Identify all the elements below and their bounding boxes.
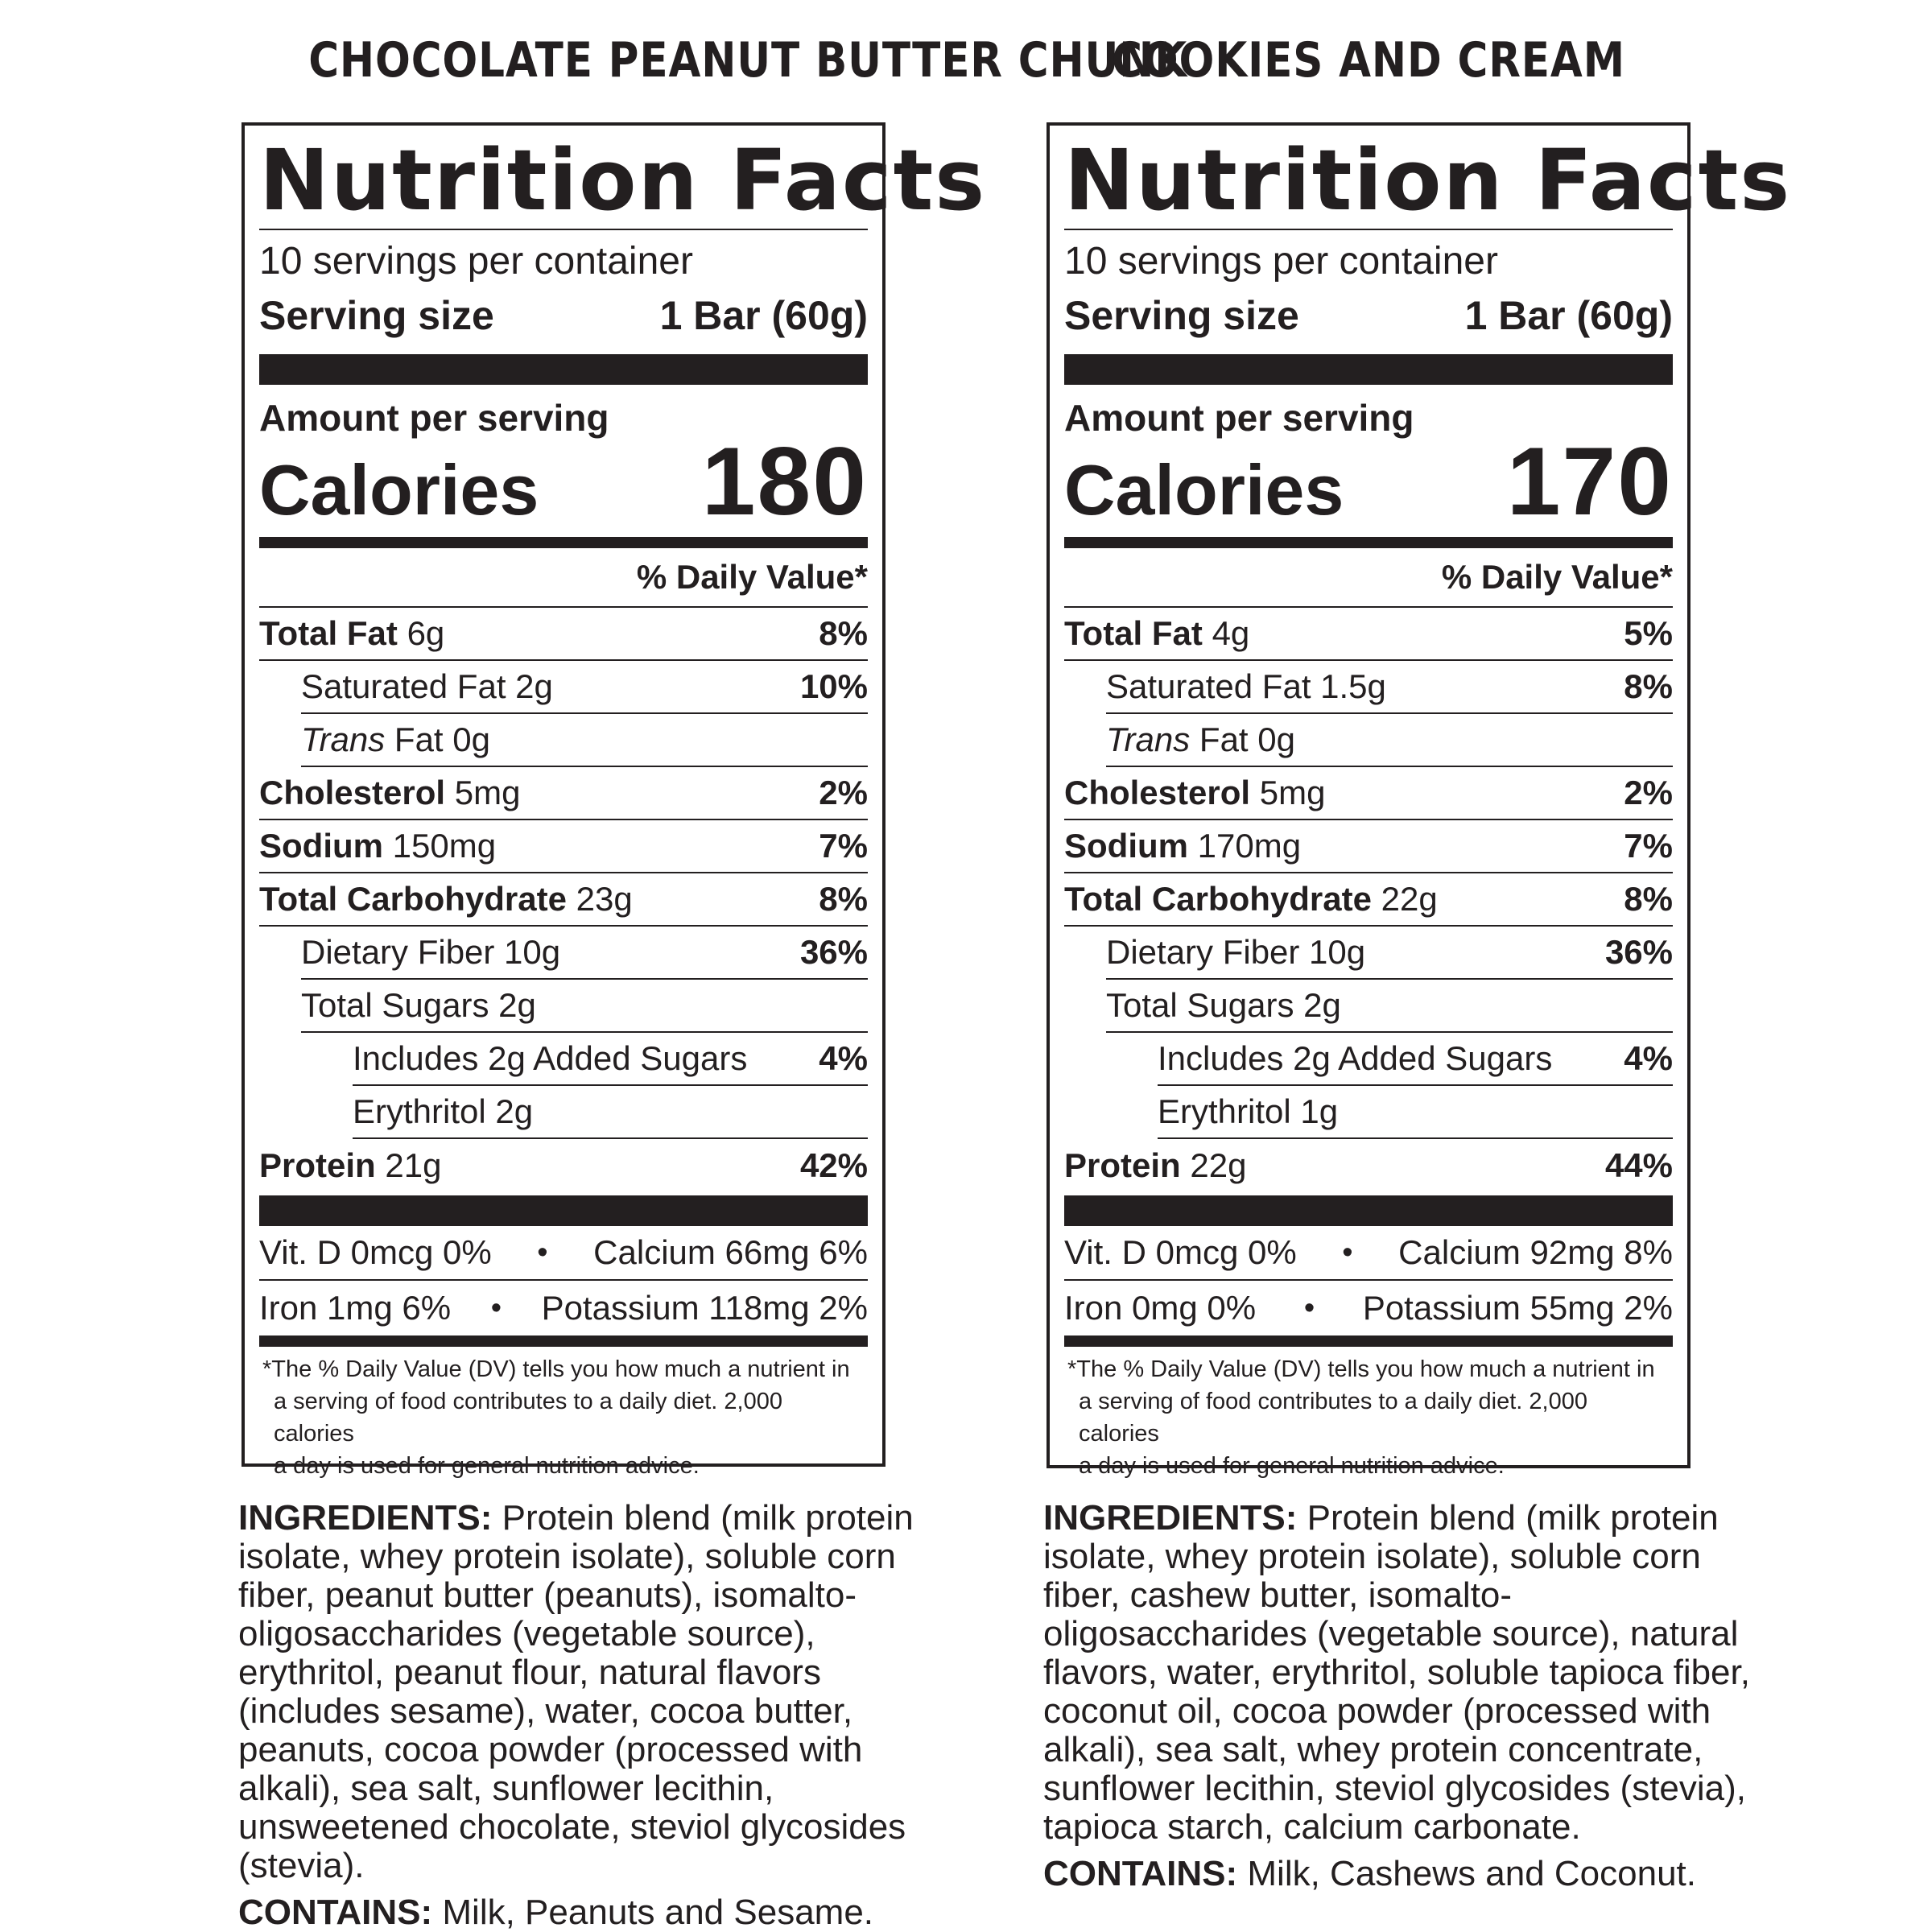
nutrient-row-saturated-fat <box>1106 661 1673 714</box>
nutrient-percent: 7% <box>819 827 868 865</box>
nutrient-row-cholesterol <box>259 767 868 820</box>
serving-size-label: Serving size <box>259 293 494 338</box>
nutrient-label: Cholesterol <box>1064 774 1251 811</box>
nutrition-facts-heading: Nutrition Facts <box>259 131 987 229</box>
iron: Iron 1mg 6% <box>259 1289 452 1327</box>
bullet: • <box>1342 1235 1353 1269</box>
nutrient-label: Saturated Fat 1.5g <box>1106 667 1386 705</box>
nutrient-amount: 6g <box>407 614 445 652</box>
nutrient-row-trans-fat <box>1106 714 1673 767</box>
calories-row <box>259 427 868 535</box>
nutrient-row-cholesterol <box>1064 767 1673 820</box>
footnote-line: *The % Daily Value (DV) tells you how much a nutrient in <box>1067 1356 1655 1382</box>
nutrient-label: Fat 0g <box>1199 720 1295 758</box>
vitamin-row-1 <box>259 1226 868 1281</box>
nutrient-label: Total Fat <box>259 614 398 652</box>
vitamin-row-2 <box>1064 1281 1673 1335</box>
vitamin-d: Vit. D 0mcg 0% <box>1064 1233 1297 1271</box>
nutrient-label: Erythritol 2g <box>353 1092 534 1130</box>
nutrient-row-saturated-fat <box>301 661 868 714</box>
nutrient-label: Protein <box>259 1146 376 1184</box>
servings-per-container: 10 servings per container <box>1064 240 1498 283</box>
ingredients-label: INGREDIENTS: <box>1043 1498 1298 1538</box>
bullet: • <box>490 1290 502 1325</box>
serving-size-label: Serving size <box>1064 293 1299 338</box>
vitamin-row-2 <box>259 1281 868 1335</box>
calories-value: 170 <box>1506 427 1673 535</box>
nutrient-percent: 4% <box>1624 1039 1673 1077</box>
ingredients-label: INGREDIENTS: <box>238 1498 493 1538</box>
nutrient-percent: 2% <box>819 774 868 811</box>
ingredients-text: Protein blend (milk protein isolate, whey protein isolate), soluble corn fiber, cashew butter, isomalto-oligosaccharides (vegetable source), natural flavors, water, erythritol, soluble tapioca fiber, coconut oil, cocoa powder (processed with alkali), sea salt, whey protein concentrate, sunflower lecithin, steviol glycosides (stevia), tapioca starch, calcium carbonate. <box>1043 1498 1750 1847</box>
nutrient-row-total-fat <box>1064 608 1673 661</box>
nutrient-percent: 8% <box>819 880 868 918</box>
serving-size-value: 1 Bar (60g) <box>1464 293 1673 338</box>
nutrient-row-total-carbohydrate <box>259 873 868 927</box>
nutrient-row-sodium <box>1064 820 1673 873</box>
footnote-line: a day is used for general nutrition advice. <box>1079 1453 1505 1479</box>
contains-label: CONTAINS: <box>238 1893 433 1932</box>
product-title: COOKIES AND CREAM <box>1112 32 1625 89</box>
calcium: Calcium 66mg 6% <box>593 1233 868 1271</box>
nutrient-row-protein <box>259 1139 868 1192</box>
daily-value-footnote <box>1064 1347 1673 1482</box>
nutrient-label: Sodium <box>259 827 383 865</box>
nutrient-row-dietary-fiber <box>1106 927 1673 980</box>
nutrient-percent: 42% <box>799 1146 868 1184</box>
nutrient-percent: 8% <box>1624 880 1673 918</box>
nutrient-label-italic: Trans <box>1106 720 1191 758</box>
serving-size-row <box>1064 290 1673 341</box>
nutrient-row-sodium <box>259 820 868 873</box>
nutrient-amount: 22g <box>1381 880 1438 918</box>
footnote-line: a day is used for general nutrition advice. <box>274 1453 700 1479</box>
nutrient-amount: 21g <box>385 1146 442 1184</box>
thick-divider <box>259 1195 868 1226</box>
nutrient-percent: 5% <box>1624 614 1673 652</box>
servings-per-container: 10 servings per container <box>259 240 693 283</box>
nutrition-facts-label <box>242 122 987 1479</box>
medium-divider <box>1064 537 1673 548</box>
bullet: • <box>537 1235 548 1269</box>
nutrient-row-total-carbohydrate <box>1064 873 1673 927</box>
nutrient-row-total-sugars <box>1106 980 1673 1033</box>
medium-divider <box>1064 1335 1673 1347</box>
nutrient-percent: 10% <box>799 667 868 705</box>
ingredients-block <box>238 1499 963 1932</box>
calories-label: Calories <box>1064 450 1344 530</box>
nutrient-row-total-sugars <box>301 980 868 1033</box>
nutrient-label: Dietary Fiber 10g <box>1106 933 1366 971</box>
nutrient-row-trans-fat <box>301 714 868 767</box>
nutrient-percent: 7% <box>1624 827 1673 865</box>
nutrient-amount: 5mg <box>1259 774 1326 811</box>
contains-text: Milk, Cashews and Coconut. <box>1247 1854 1696 1893</box>
nutrient-row-added-sugars <box>353 1033 868 1086</box>
calories-label: Calories <box>259 450 539 530</box>
nutrient-amount: 170mg <box>1197 827 1302 865</box>
footnote-line: *The % Daily Value (DV) tells you how much a nutrient in <box>262 1356 850 1382</box>
contains-paragraph <box>1043 1855 1768 1893</box>
daily-value-header: % Daily Value* <box>1064 548 1673 608</box>
contains-label: CONTAINS: <box>1043 1854 1238 1893</box>
ingredients-paragraph <box>238 1499 963 1885</box>
nutrition-facts-label <box>1046 122 1792 1479</box>
calcium: Calcium 92mg 8% <box>1398 1233 1673 1271</box>
thick-divider <box>1064 1195 1673 1226</box>
amount-per-serving: Amount per serving <box>259 397 609 439</box>
ingredients-text: Protein blend (milk protein isolate, whey protein isolate), soluble corn fiber, peanut butter (peanuts), isomalto-oligosaccharides (vegetable source), erythritol, peanut flour, natural flavors (includes sesame), water, cocoa butter, peanuts, cocoa powder (processed with alkali), sea salt, sunflower lecithin, unsweetened chocolate, steviol glycosides (stevia). <box>238 1498 914 1885</box>
nutrient-row-protein <box>1064 1139 1673 1192</box>
nutrient-label: Dietary Fiber 10g <box>301 933 561 971</box>
nutrient-label-italic: Trans <box>301 720 386 758</box>
medium-divider <box>259 537 868 548</box>
nutrient-label: Fat 0g <box>394 720 490 758</box>
iron: Iron 0mg 0% <box>1064 1289 1257 1327</box>
nutrient-label: Includes 2g Added Sugars <box>353 1039 748 1077</box>
nutrient-label: Saturated Fat 2g <box>301 667 553 705</box>
contains-paragraph <box>238 1893 963 1932</box>
nutrient-label: Total Fat <box>1064 614 1203 652</box>
potassium: Potassium 55mg 2% <box>1362 1289 1673 1327</box>
nutrition-facts-heading: Nutrition Facts <box>1064 131 1792 229</box>
nutrient-label: Total Sugars 2g <box>301 986 536 1024</box>
vitamin-row-1 <box>1064 1226 1673 1281</box>
serving-size-value: 1 Bar (60g) <box>659 293 868 338</box>
nutrient-label: Protein <box>1064 1146 1181 1184</box>
nutrient-percent: 44% <box>1604 1146 1673 1184</box>
calories-value: 180 <box>701 427 868 535</box>
nutrient-percent: 36% <box>799 933 868 971</box>
nutrient-amount: 5mg <box>454 774 521 811</box>
product-title: CHOCOLATE PEANUT BUTTER CHUNK <box>308 32 1188 89</box>
nutrient-amount: 23g <box>576 880 633 918</box>
daily-value-footnote <box>259 1347 868 1482</box>
nutrient-label: Total Carbohydrate <box>1064 880 1372 918</box>
potassium: Potassium 118mg 2% <box>541 1289 868 1327</box>
medium-divider <box>259 1335 868 1347</box>
nutrient-label: Total Sugars 2g <box>1106 986 1341 1024</box>
nutrient-label: Cholesterol <box>259 774 446 811</box>
calories-row <box>1064 427 1673 535</box>
nutrient-percent: 4% <box>819 1039 868 1077</box>
nutrient-row-erythritol <box>1158 1086 1673 1139</box>
nutrient-label: Sodium <box>1064 827 1188 865</box>
nutrient-row-erythritol <box>353 1086 868 1139</box>
footnote-line: a serving of food contributes to a daily diet. 2,000 calories <box>274 1389 782 1447</box>
vitamin-d: Vit. D 0mcg 0% <box>259 1233 492 1271</box>
amount-per-serving: Amount per serving <box>1064 397 1414 439</box>
nutrient-percent: 2% <box>1624 774 1673 811</box>
bullet: • <box>1303 1290 1315 1325</box>
nutrient-amount: 4g <box>1212 614 1250 652</box>
nutrient-row-dietary-fiber <box>301 927 868 980</box>
nutrient-amount: 150mg <box>392 827 497 865</box>
daily-value-header: % Daily Value* <box>259 548 868 608</box>
nutrient-percent: 8% <box>819 614 868 652</box>
thick-divider <box>259 354 868 385</box>
nutrient-label: Erythritol 1g <box>1158 1092 1339 1130</box>
nutrient-percent: 8% <box>1624 667 1673 705</box>
nutrient-row-added-sugars <box>1158 1033 1673 1086</box>
footnote-line: a serving of food contributes to a daily diet. 2,000 calories <box>1079 1389 1587 1447</box>
nutrient-label: Total Carbohydrate <box>259 880 567 918</box>
contains-text: Milk, Peanuts and Sesame. <box>442 1893 874 1932</box>
serving-size-row <box>259 290 868 341</box>
ingredients-paragraph <box>1043 1499 1768 1847</box>
nutrient-row-total-fat <box>259 608 868 661</box>
nutrient-percent: 36% <box>1604 933 1673 971</box>
nutrient-amount: 22g <box>1190 1146 1247 1184</box>
thick-divider <box>1064 354 1673 385</box>
ingredients-block <box>1043 1499 1768 1893</box>
nutrient-label: Includes 2g Added Sugars <box>1158 1039 1553 1077</box>
